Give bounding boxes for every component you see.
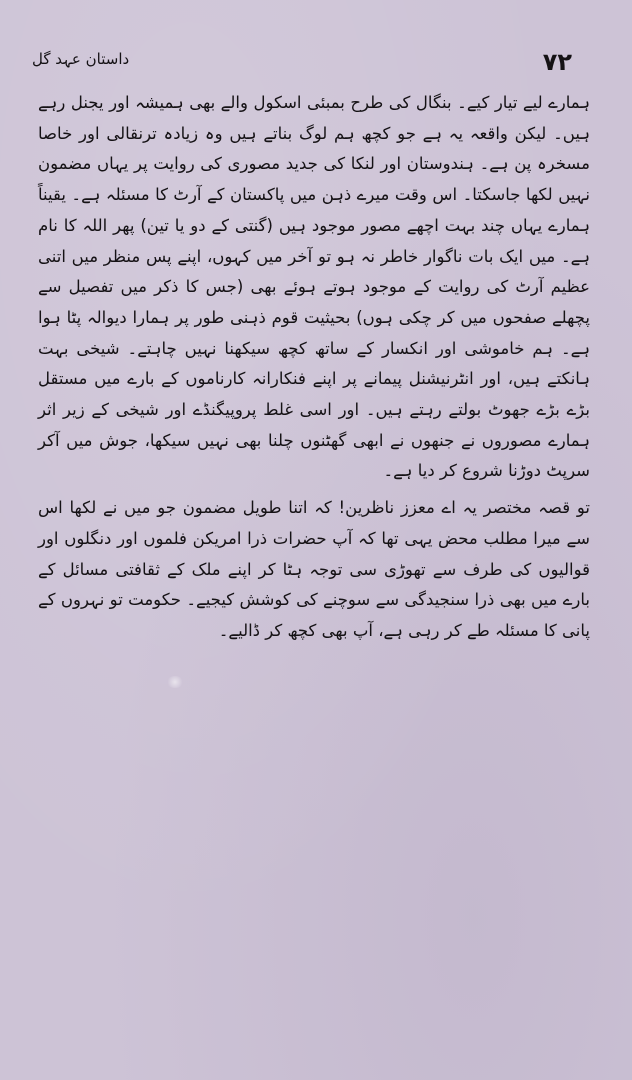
body-text <box>38 88 590 647</box>
paragraph: ہمارے لیے تیار کیے۔ بنگال کی طرح بمبئی اسکول والے بھی ہمیشہ اور یجنل رہے ہیں۔ لیکن واقعہ یہ ہے جو کچھ ہم لوگ بناتے ہیں وہ زیادہ ترنقالی اور خاصا مسخرہ پن ہے۔ ہندوستان اور لنکا کی جدید مصوری کی روایت پر یہاں مضمون نہیں لکھا جاسکتا۔ اس وقت میرے ذہن میں پاکستان کے آرٹ کا مسئلہ ہے۔ یقیناً ہمارے یہاں چند بہت اچھے مصور موجود ہیں (گنتی کے دو یا تین) پھر اللہ کا نام ہے۔ میں ایک بات ناگوار خاطر نہ ہو تو آخر میں کہوں، اپنے پس منظر میں اتنی عظیم آرٹ کی روایت کے موجود ہوتے ہوئے بھی (جس کا ذکر میں تفصیل سے پچھلے صفحوں میں کر چکی ہوں) بحیثیت قوم ذہنی طور پر ہمارا دیوالہ پٹا ہوا ہے۔ ہم خاموشی اور انکسار کے ساتھ کچھ سیکھنا نہیں چاہتے۔ شیخی بہت ہانکتے ہیں، اور انٹرنیشنل پیمانے پر اپنے فنکارانہ کارناموں کے بارے میں مستقل بڑے بڑے جھوٹ بولتے رہتے ہیں۔ اور اسی غلط پروپیگنڈے اور شیخی کے زیر اثر ہمارے مصوروں نے جنھوں نے ابھی گھٹنوں چلنا بھی نہیں سیکھا، جوش میں آکر سرپٹ دوڑنا شروع کر دیا ہے۔ <box>38 93 590 481</box>
paper-speck <box>166 676 184 688</box>
page-number: ۷۲ <box>542 48 572 76</box>
paragraph: تو قصہ مختصر یہ اے معزز ناظرین! کہ اتنا طویل مضمون جو میں نے لکھا اس سے میرا مطلب محض یہی تھا کہ آپ حضرات ذرا امریکن فلموں اور دنگلوں اور قوالیوں کی طرف سے تھوڑی سی توجہ ہٹا کر اپنے ملک کے ثقافتی مسائل کے بارے میں بھی ذرا سنجیدگی سے سوچنے کی کوشش کیجیے۔ حکومت تو نہروں کے پانی کا مسئلہ طے کر رہی ہے، آپ بھی کچھ کر ڈالیے۔ <box>38 498 590 640</box>
running-header: داستان عہد گل <box>32 50 130 68</box>
